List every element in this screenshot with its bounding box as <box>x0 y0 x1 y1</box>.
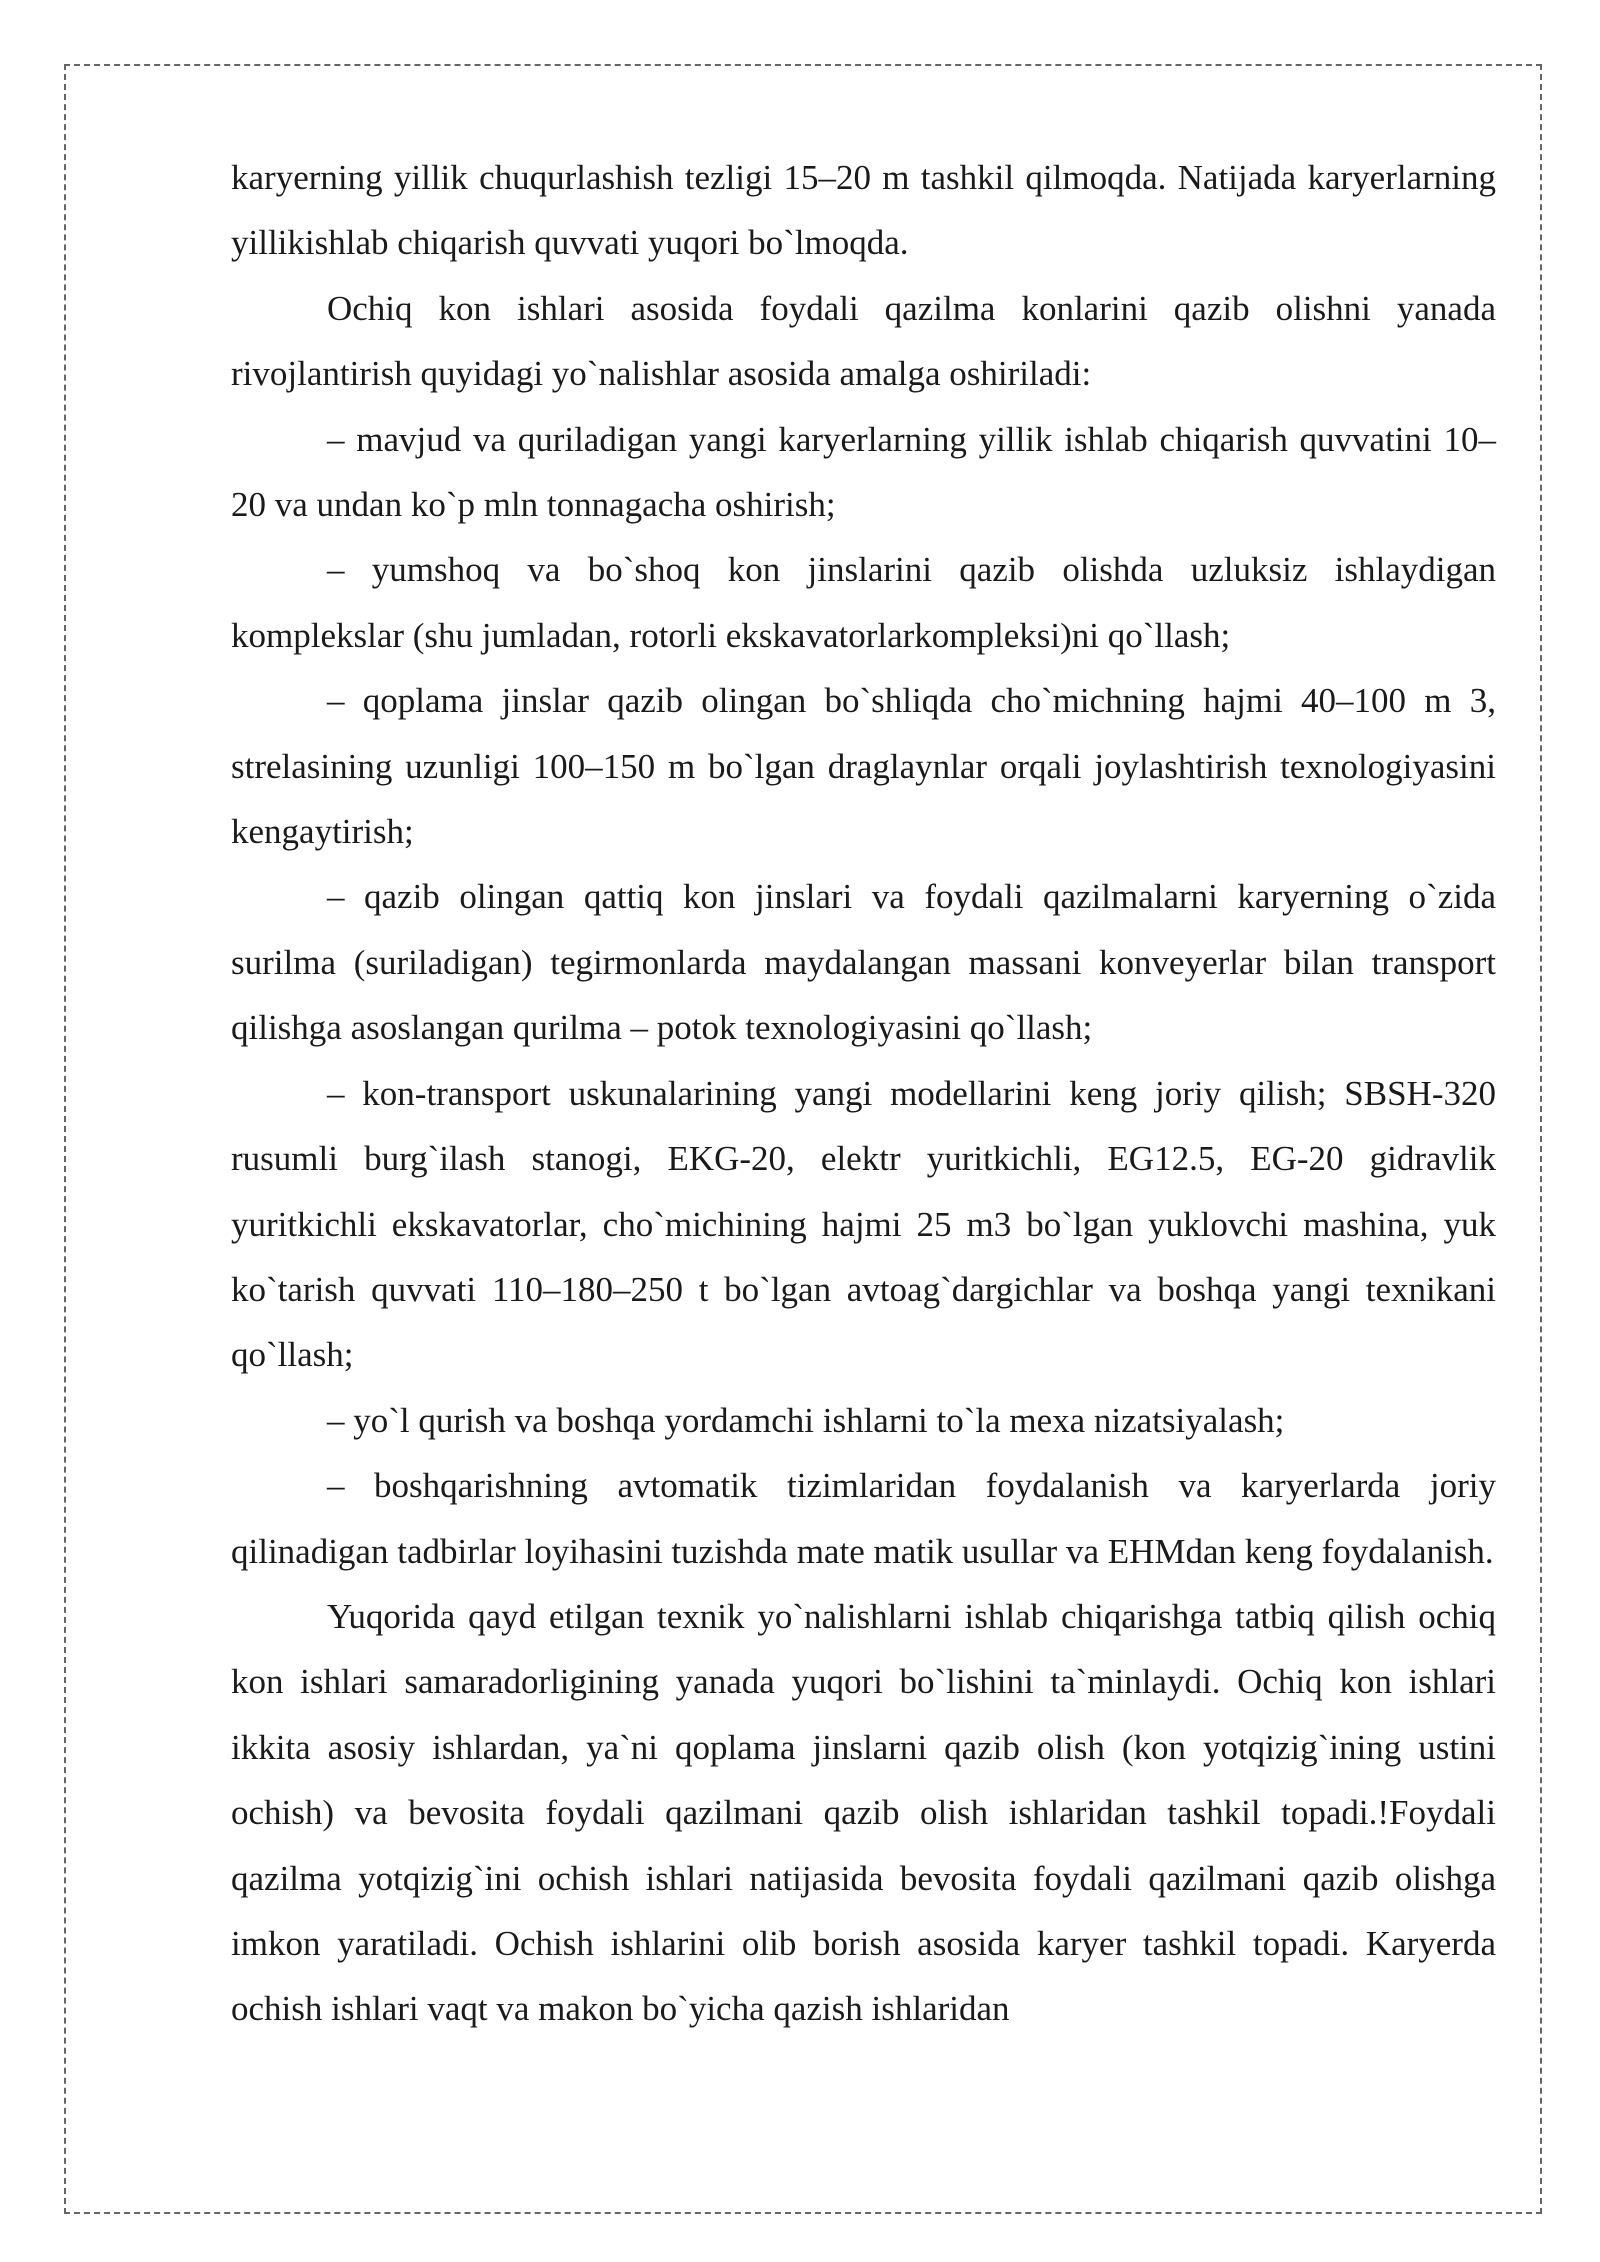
list-item: – qoplama jinslar qazib olingan bo`shliqda cho`michning hajmi 40–100 m 3, strelasining uzunligi 100–150 m bo`lgan draglaynlar orqali joylashtirish texnologiyasini kengaytirish; <box>231 681 1496 852</box>
list-item: – kon-transport uskunalarining yangi modellarini keng joriy qilish; SBSH-320 rusumli burg`ilash stanogi, EKG-20, elektr yuritkichli, EG12.5, EG-20 gidravlik yuritkichli ekskavatorlar, cho`michining hajmi 25 m3 bo`lgan yuklovchi mashina, yuk ko`tarish quvvati 110–180–250 t bo`lgan avtoag`dargichlar va boshqa yangi texnikani qo`llash; <box>231 1073 1496 1375</box>
list-item: – mavjud va quriladigan yangi karyerlarning yillik ishlab chiqarish quvvatini 10–20 va undan ko`p mln tonnagacha oshirish; <box>231 419 1496 525</box>
list-item: – boshqarishning avtomatik tizimlaridan foydalanish va karyerlarda joriy qilinadigan tadbirlar loyihasini tuzishda mate matik usullar va EHMdan keng foydalanish. <box>231 1466 1496 1571</box>
paragraph: Ochiq kon ishlari asosida foydali qazilma konlarini qazib olishni yanada rivojlantirish quyidagi yo`nalishlar asosida amalga oshiriladi: <box>231 288 1496 394</box>
list-item: – yo`l qurish va boshqa yordamchi ishlarni to`la mexa nizatsiyalash; <box>327 1400 1285 1440</box>
document-body <box>231 145 1496 2042</box>
paragraph: karyerning yillik chuqurlashish tezligi 15–20 m tashkil qilmoqda. Natijada karyerlarning yillikishlab chiqarish quvvati yuqori bo`lmoqda. <box>231 158 1496 263</box>
list-item: – qazib olingan qattiq kon jinslari va foydali qazilmalarni karyerning o`zida surilma (suriladigan) tegirmonlarda maydalangan massani konveyerlar bilan transport qilishga asoslangan qurilma – potok texnologiyasini qo`llash; <box>231 877 1496 1048</box>
paragraph: Yuqorida qayd etilgan texnik yo`nalishlarni ishlab chiqarishga tatbiq qilish ochiq kon ishlari samaradorligining yanada yuqori bo`lishini ta`minlaydi. Ochiq kon ishlari ikkita asosiy ishlardan, ya`ni qoplama jinslarni qazib olish (kon yotqizig`ining ustini ochish) va bevosita foydali qazilmani qazib olish ishlaridan tashkil topadi.!Foydali qazilma yotqizig`ini ochish ishlari natijasida bevosita foydali qazilmani qazib olishga imkon yaratiladi. Ochish ishlarini olib borish asosida karyer tashkil topadi. Karyerda ochish ishlari vaqt va makon bo`yicha qazish ishlaridan <box>231 1596 1496 2029</box>
list-item: – yumshoq va bo`shoq kon jinslarini qazib olishda uzluksiz ishlaydigan komplekslar (shu jumladan, rotorli ekskavatorlarkompleksi)ni qo`llash; <box>231 550 1496 655</box>
